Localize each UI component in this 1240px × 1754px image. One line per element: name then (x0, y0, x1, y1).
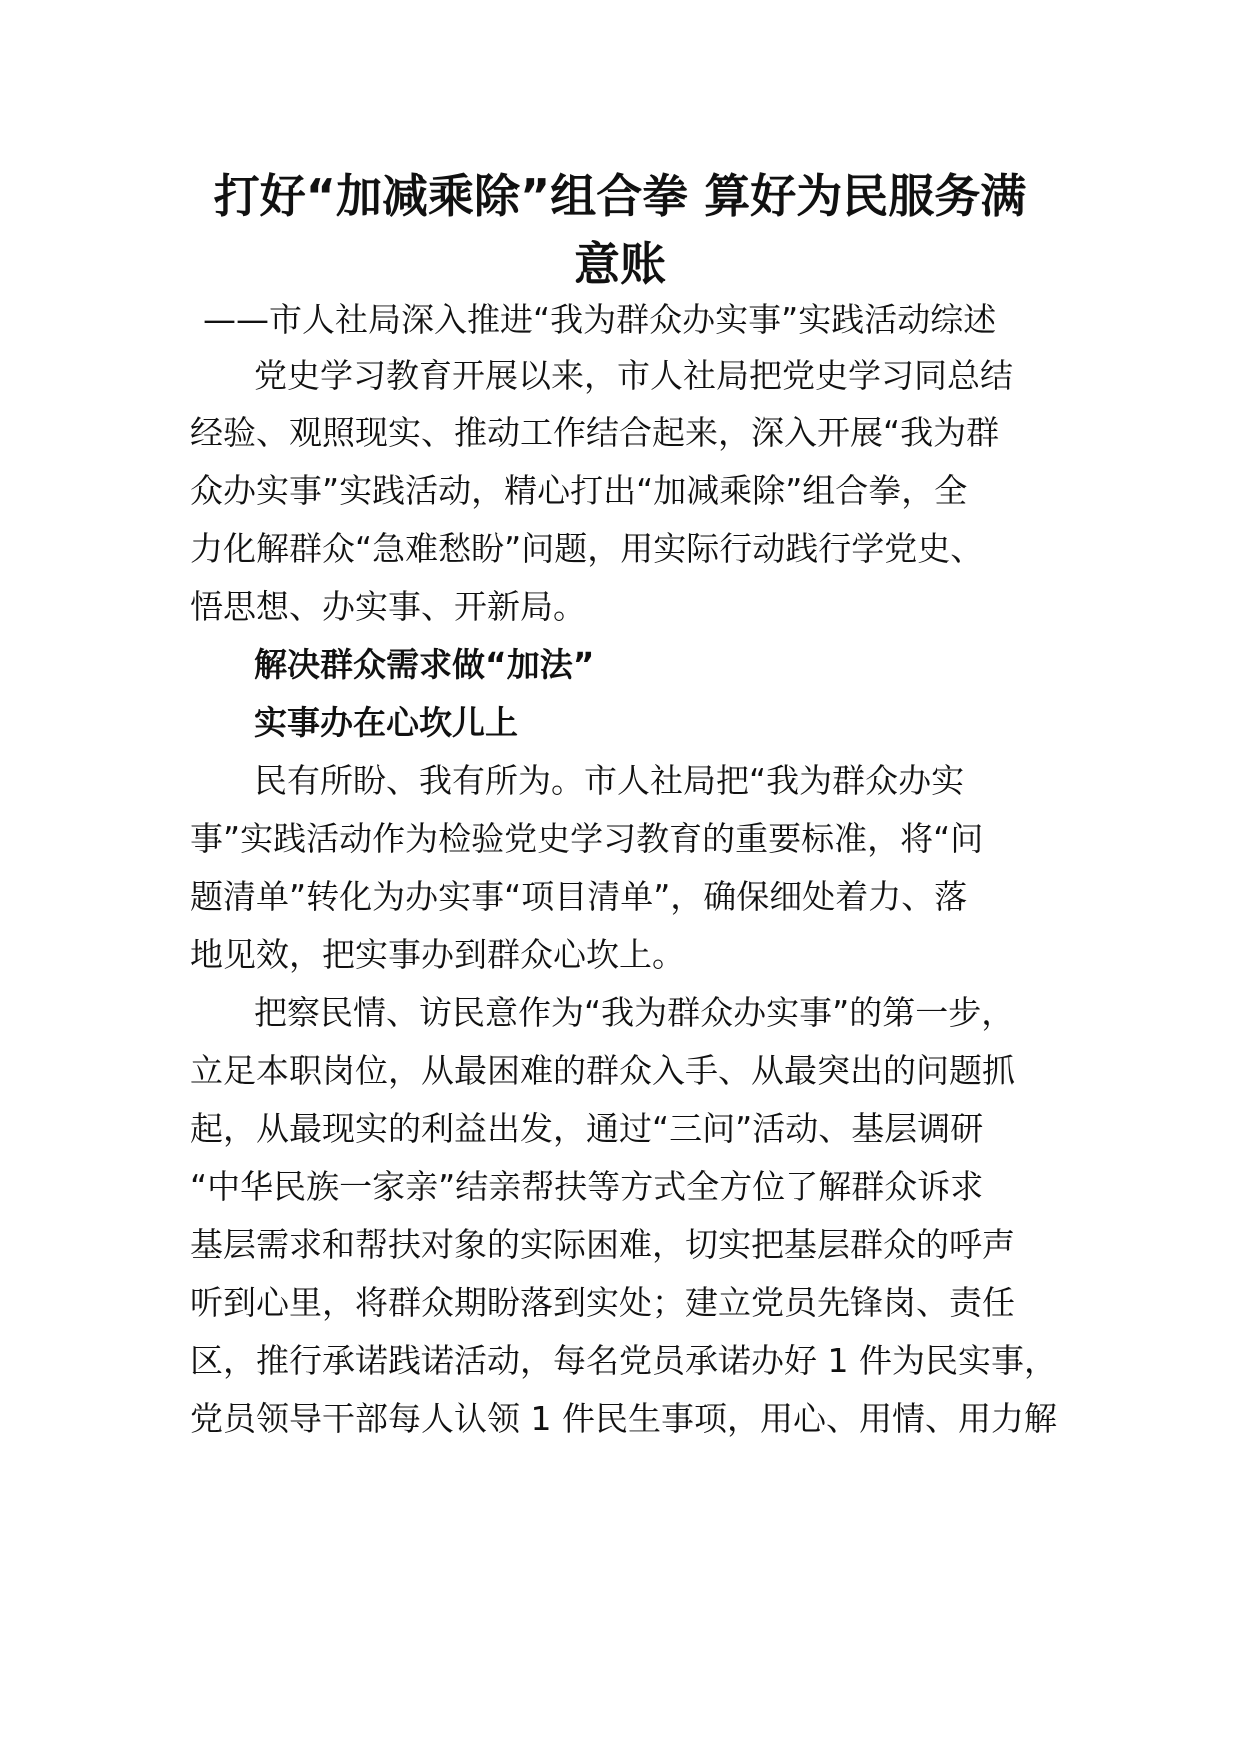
paragraph-3-line-6: 听到心里，将群众期盼落到实处；建立党员先锋岗、责任 (190, 1283, 1015, 1322)
paragraph-2-line-4: 地见效，把实事办到群众心坎上。 (190, 935, 685, 974)
paragraph-1-line-3: 众办实事”实践活动，精心打出“加减乘除”组合拳，全 (190, 471, 968, 510)
paragraph-1-line-5: 悟思想、办实事、开新局。 (190, 587, 586, 626)
paragraph-3-line-2: 立足本职岗位，从最困难的群众入手、从最突出的问题抓 (190, 1051, 1015, 1090)
paragraph-1-line-4: 力化解群众“急难愁盼”问题，用实际行动践行学党史、 (190, 529, 984, 568)
paragraph-3-line-7: 区，推行承诺践诺活动，每名党员承诺办好 1 件为民实事， (190, 1341, 1057, 1380)
section-subheading: 实事办在心坎儿上 (254, 703, 518, 742)
paragraph-3-line-5: 基层需求和帮扶对象的实际困难，切实把基层群众的呼声 (190, 1225, 1015, 1264)
paragraph-2-line-2: 事”实践活动作为检验党史学习教育的重要标准，将“问 (190, 819, 984, 858)
paragraph-2-line-3: 题清单”转化为办实事“项目清单”，确保细处着力、落 (190, 877, 968, 916)
paragraph-1-line-1: 党史学习教育开展以来，市人社局把党史学习同总结 (254, 356, 1013, 395)
document-subtitle: ——市人社局深入推进“我为群众办实事”实践活动综述 (203, 300, 997, 339)
document-title-line-1: 打好“加减乘除”组合拳 算好为民服务满 (213, 169, 1027, 223)
paragraph-3-line-8: 党员领导干部每人认领 1 件民生事项，用心、用情、用力解 (190, 1399, 1057, 1438)
paragraph-1-line-2: 经验、观照现实、推动工作结合起来，深入开展“我为群 (190, 413, 1000, 452)
paragraph-3-line-4: “中华民族一家亲”结亲帮扶等方式全方位了解群众诉求 (190, 1167, 984, 1206)
paragraph-2-line-1: 民有所盼、我有所为。市人社局把“我为群众办实 (254, 761, 965, 800)
document-title-line-2: 意账 (574, 237, 666, 291)
paragraph-3-line-1: 把察民情、访民意作为“我为群众办实事”的第一步， (254, 993, 1015, 1032)
paragraph-3-line-3: 起，从最现实的利益出发，通过“三问”活动、基层调研 (190, 1109, 984, 1148)
section-heading: 解决群众需求做“加法” (254, 645, 595, 684)
